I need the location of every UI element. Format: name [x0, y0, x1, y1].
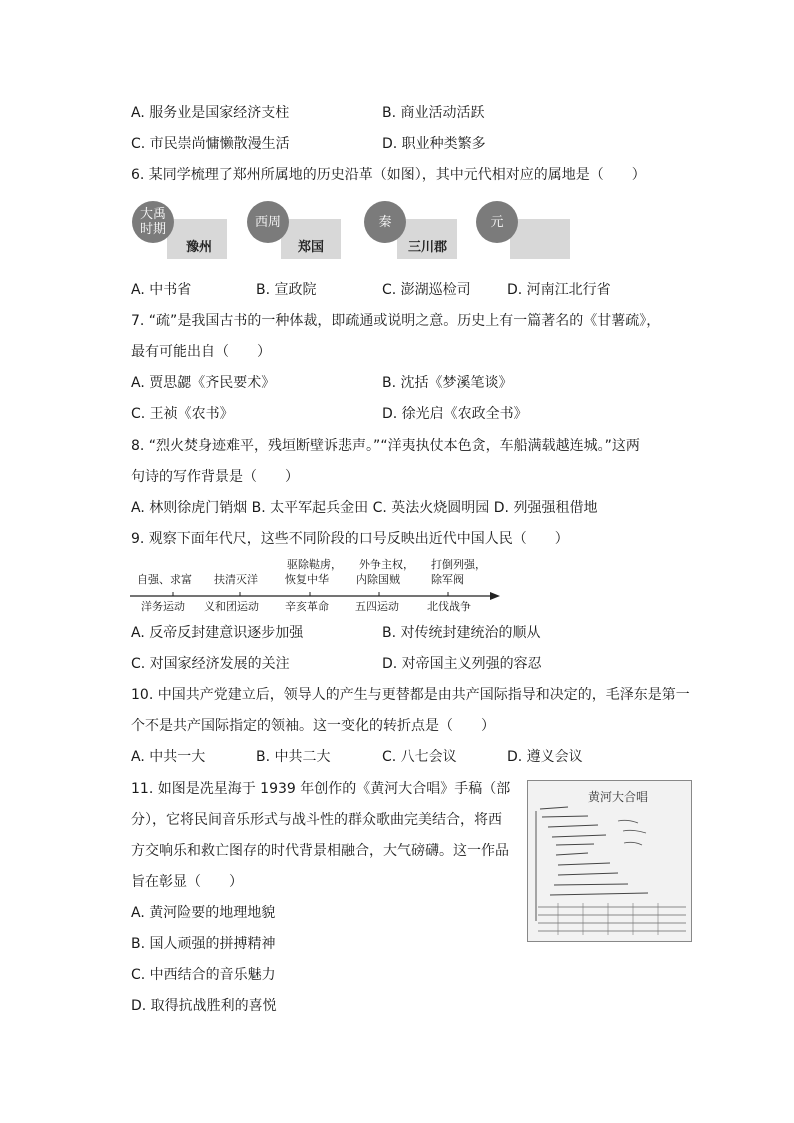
q7-stem-line1: 7. “疏”是我国古书的一种体裁，即疏通或说明之意。历史上有一篇著名的《甘薯疏》， — [131, 313, 661, 329]
q11-stem-line1: 11. 如图是冼星海于 1939 年创作的《黄河大合唱》手稿（部 — [131, 781, 511, 797]
q9-slogan-5a: 打倒列强， — [431, 558, 486, 571]
q7-option-b: B. 沈括《梦溪笔谈》 — [382, 375, 513, 391]
q11-option-d: D. 取得抗战胜利的喜悦 — [131, 998, 277, 1014]
manuscript-image — [527, 780, 692, 942]
q7-option-a: A. 贾思勰《齐民要术》 — [131, 375, 276, 391]
q6-era-2: 西周 — [247, 201, 289, 243]
q9-slogan-4b: 内除国贼 — [356, 573, 400, 586]
q6-option-d: D. 河南江北行省 — [507, 282, 611, 298]
q6-place-3: 三川郡 — [408, 240, 448, 255]
manuscript-title: 黄河大合唱 — [588, 790, 649, 804]
q9-slogan-5b: 除军阀 — [431, 573, 464, 586]
q5-option-c: C. 市民崇尚慵懒散漫生活 — [131, 136, 290, 152]
q9-option-a: A. 反帝反封建意识逐步加强 — [131, 625, 304, 641]
q6-era-1: 大禹 时期 — [132, 201, 174, 243]
q8-stem-line1: 8. “烈火焚身迹难平，残垣断壁诉悲声。”“洋夷执仗本色贪，车船满载越连城。”这两 — [131, 438, 640, 454]
q8-options: A. 林则徐虎门销烟 B. 太平军起兵金田 C. 英法火烧圆明园 D. 列强强租借地 — [131, 500, 598, 516]
q5-option-d: D. 职业种类繁多 — [382, 136, 486, 152]
q11-stem-line3: 方交响乐和救亡图存的时代背景相融合，大气磅礴。这一作品 — [131, 843, 509, 859]
q11-option-c: C. 中西结合的音乐魅力 — [131, 967, 276, 983]
q9-event-4: 五四运动 — [355, 600, 399, 613]
q9-event-5: 北伐战争 — [427, 600, 471, 613]
q9-slogan-3b: 恢复中华 — [285, 573, 329, 586]
q9-option-c: C. 对国家经济发展的关注 — [131, 656, 290, 672]
q11-stem-line2: 分），它将民间音乐形式与战斗性的群众歌曲完美结合，将西 — [131, 812, 502, 828]
q6-option-a: A. 中书省 — [131, 282, 192, 298]
q9-event-1: 洋务运动 — [141, 600, 185, 613]
q6-option-b: B. 宣政院 — [256, 282, 317, 298]
q10-option-a: A. 中共一大 — [131, 749, 206, 765]
q10-option-d: D. 遵义会议 — [507, 749, 583, 765]
q6-era-3: 秦 — [364, 201, 406, 243]
q11-option-a: A. 黄河险要的地理地貌 — [131, 905, 276, 921]
q6-option-c: C. 澎湖巡检司 — [382, 282, 471, 298]
q9-event-2: 义和团运动 — [204, 600, 259, 613]
q6-place-2: 郑国 — [298, 240, 325, 255]
q6-place-1: 豫州 — [186, 240, 213, 255]
q9-option-b: B. 对传统封建统治的顺从 — [382, 625, 541, 641]
q5-option-a: A. 服务业是国家经济支柱 — [131, 105, 290, 121]
q10-option-b: B. 中共二大 — [256, 749, 331, 765]
q9-slogan-1: 自强、求富 — [137, 573, 192, 586]
q9-slogan-4a: 外争主权， — [359, 558, 414, 571]
q9-stem: 9. 观察下面年代尺，这些不同阶段的口号反映出近代中国人民（ ） — [131, 531, 569, 547]
manuscript-handwriting — [528, 781, 691, 941]
q11-option-b: B. 国人顽强的拼搏精神 — [131, 936, 276, 952]
q7-option-c: C. 王祯《农书》 — [131, 406, 234, 422]
q7-stem-line2: 最有可能出自（ ） — [131, 344, 271, 360]
q9-slogan-3a: 驱除鞑虏， — [287, 558, 342, 571]
q6-place-box-4 — [510, 219, 570, 259]
q5-option-b: B. 商业活动活跃 — [382, 105, 485, 121]
q10-stem-line1: 10. 中国共产党建立后，领导人的产生与更替都是由共产国际指导和决定的，毛泽东是第一 — [131, 687, 690, 703]
q10-stem-line2: 个不是共产国际指定的领袖。这一变化的转折点是（ ） — [131, 718, 495, 734]
q9-event-3: 辛亥革命 — [285, 600, 329, 613]
q6-stem: 6. 某同学梳理了郑州所属地的历史沿革（如图），其中元代相对应的属地是（ ） — [131, 167, 646, 183]
q9-slogan-2: 扶清灭洋 — [214, 573, 258, 586]
q9-option-d: D. 对帝国主义列强的容忍 — [382, 656, 542, 672]
q10-option-c: C. 八七会议 — [382, 749, 457, 765]
q11-stem-line4: 旨在彰显（ ） — [131, 874, 243, 890]
q7-option-d: D. 徐光启《农政全书》 — [382, 406, 528, 422]
q6-era-4: 元 — [476, 201, 518, 243]
q8-stem-line2: 句诗的写作背景是（ ） — [131, 469, 299, 485]
